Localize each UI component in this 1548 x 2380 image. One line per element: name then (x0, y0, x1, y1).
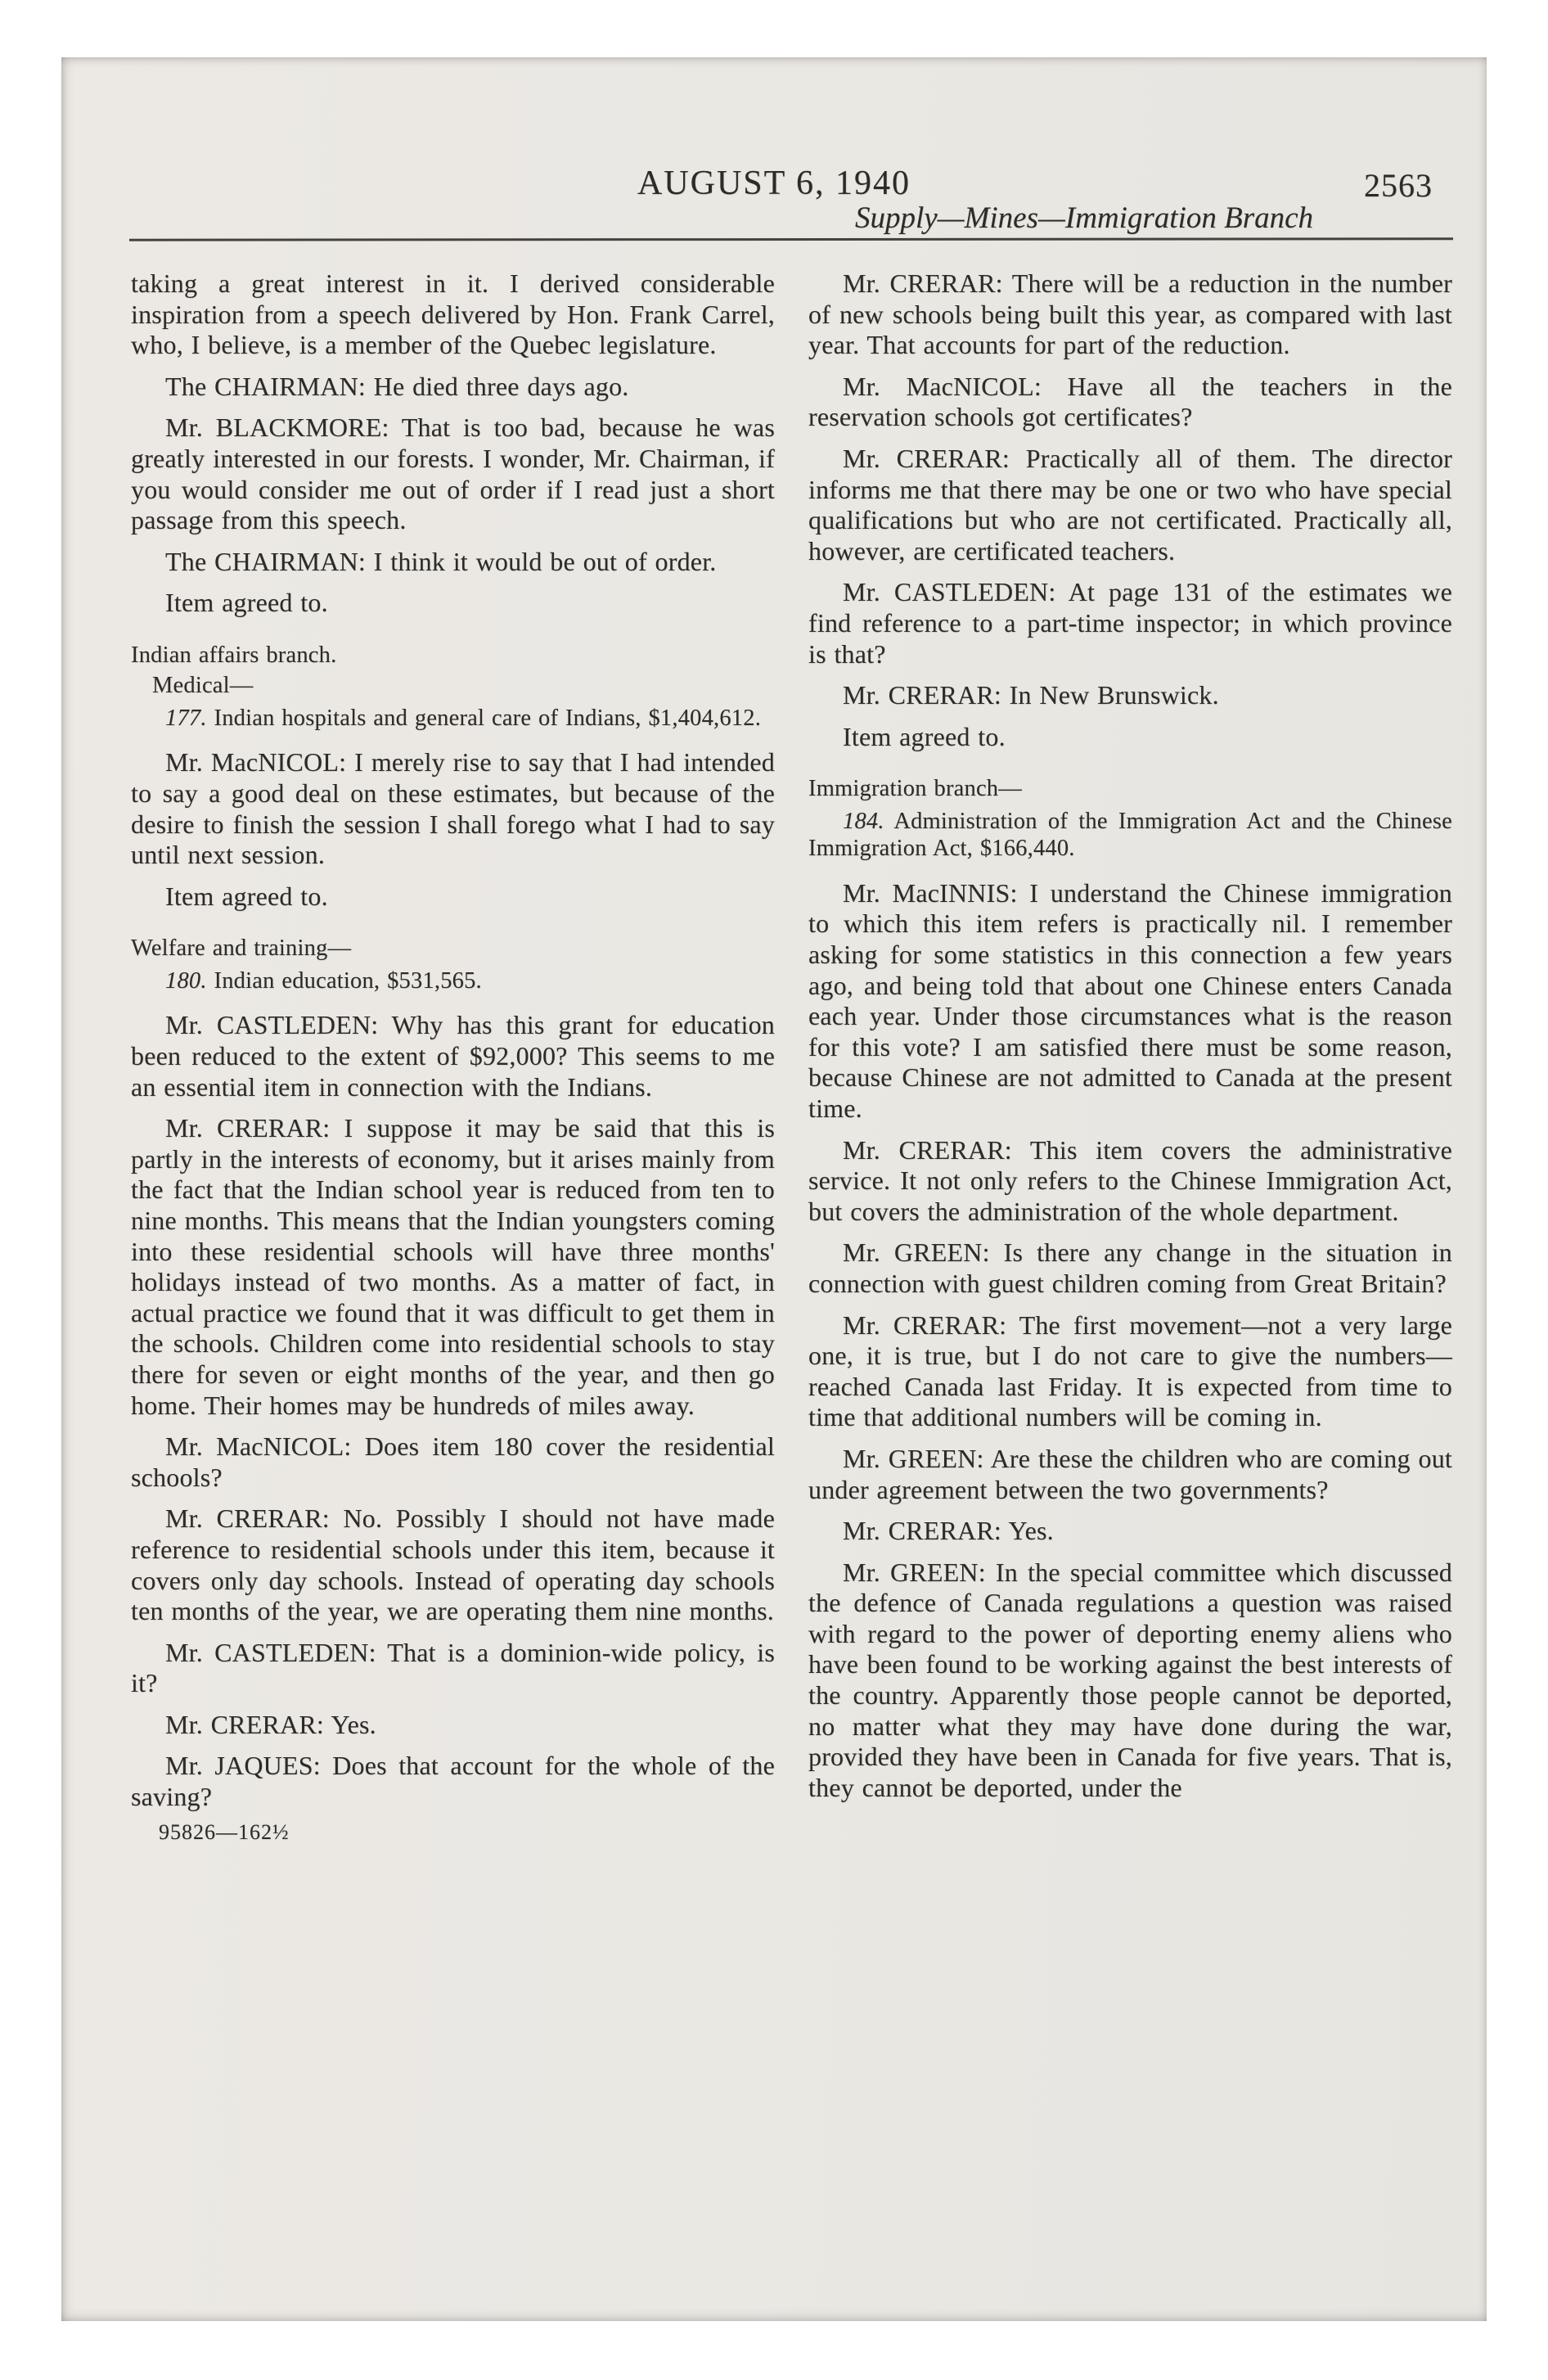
speaker-name: Mr. CRERAR: (843, 268, 1003, 298)
speaker-name: Mr. MacNICOL: (165, 747, 347, 778)
print-mark-paragraph: 95826—162½ (159, 1819, 290, 1844)
speech-paragraph: Mr. CRERAR: I suppose it may be said that this is partly in the interests of economy, but it arises mainly from the fact that the Indian school year is reduced from ten to nine months. This means that the Indian youngsters coming into these residential schools will have three months' holidays instead of two months. As a matter of fact, in actual practice we found that it was difficult to get them in the schools. Children come into residential schools to stay there for seven or eight months of the year, and then go home. Their homes may be hundreds of miles away. (131, 1113, 775, 1420)
speaker-name: Mr. CRERAR: (165, 1503, 330, 1534)
speech-paragraph: Mr. CRERAR: This item covers the administrative service. It not only refers to the Chinese Immigration Act, but covers the administration of the whole department. (808, 1134, 1453, 1226)
speech-paragraph: Mr. BLACKMORE: That is too bad, because he was greatly interested in our forests. I wonder, Mr. Chairman, if you would consider me out of order if I read just a short passage from this speech. (131, 412, 775, 535)
header-date: AUGUST 6, 1940 (637, 165, 911, 202)
speaker-name: Mr. BLACKMORE: (165, 412, 389, 443)
speaker-name: Mr. MacINNIS: (843, 877, 1018, 908)
speaker-name: Mr. CRERAR: (165, 1113, 331, 1143)
speaker-name: Mr. GREEN: (843, 1557, 986, 1587)
right-column (808, 268, 1452, 1803)
speech-paragraph: Mr. CASTLEDEN: Why has this grant for education been reduced to the extent of $92,000? This seems to me an essential item in connection with the Indians. (131, 1010, 775, 1102)
left-column (131, 268, 775, 1845)
speaker-name: The CHAIRMAN: (165, 371, 366, 401)
speech-paragraph: Mr. CRERAR: Yes. (843, 1516, 1054, 1546)
vote-item-number: 180. (165, 967, 207, 994)
speaker-name: Mr. CRERAR: (843, 680, 1001, 710)
speech-paragraph: Mr. GREEN: Is there any change in the situation in connection with guest children coming from Great Britain? (808, 1237, 1453, 1298)
speech-paragraph: Mr. GREEN: Are these the children who are coming out under agreement between the two governments? (808, 1443, 1452, 1504)
speaker-name: Mr. MacNICOL: (165, 1431, 352, 1462)
speaker-name: Mr. CASTLEDEN: (165, 1637, 376, 1667)
speaker-name: Mr. CRERAR: (843, 1309, 1007, 1340)
vote-heading-paragraph: Indian affairs branch. (131, 642, 337, 668)
vote-subheading-paragraph: Medical— (152, 673, 254, 699)
speaker-name: Mr. MacNICOL: (843, 371, 1042, 401)
procedural-paragraph: Item agreed to. (165, 588, 328, 618)
header-rule (129, 237, 1453, 241)
page-number: 2563 (1364, 167, 1433, 204)
speech-paragraph: Mr. MacINNIS: I understand the Chinese immigration to which this item refers is practically nil. I remember asking for some statistics in this connection a few years ago, and being told that about one Chinese enters Canada each year. Under those circumstances what is the reason for this vote? I am satisfied there must be some reason, because Chinese are not admitted to Canada at the present time. (808, 877, 1452, 1123)
speech-paragraph: The CHAIRMAN: I think it would be out of order. (165, 546, 717, 576)
continuation-paragraph: taking a great interest in it. I derived considerable inspiration from a speech delivered by Hon. Frank Carrel, who, I believe, is a member of the Quebec legislature. (131, 268, 775, 360)
running-title: Supply—Mines—Immigration Branch (854, 201, 1314, 235)
speech-paragraph: Mr. CRERAR: There will be a reduction in the number of new schools being built this year, as compared with last year. That accounts for part of the reduction. (808, 268, 1453, 360)
speech-paragraph: Mr. MacNICOL: Does item 180 cover the residential schools? (131, 1431, 775, 1492)
text-columns (131, 268, 1452, 1845)
speech-paragraph: Mr. GREEN: In the special committee which discussed the defence of Canada regulations a question was raised with regard to the power of deporting enemy aliens who have been found to be working against the best interests of the country. Apparently those people cannot be deported, no matter what they may have done during the war, provided they have been in Canada for five years. That is, they cannot be deported, under the (808, 1557, 1453, 1802)
speech-paragraph: Mr. CRERAR: In New Brunswick. (843, 680, 1219, 710)
speech-paragraph: Mr. CASTLEDEN: That is a dominion-wide policy, is it? (131, 1637, 775, 1698)
vote-item-number: 177. (165, 705, 207, 731)
speaker-name: Mr. GREEN: (843, 1237, 990, 1268)
speech-paragraph: Mr. CRERAR: The first movement—not a very large one, it is true, but I do not care to give the numbers—reached Canada last Friday. It is expected from time to time that additional numbers will be coming in. (808, 1309, 1453, 1432)
speaker-name: Mr. CASTLEDEN: (165, 1010, 379, 1040)
procedural-paragraph: Item agreed to. (843, 721, 1006, 751)
speech-paragraph: The CHAIRMAN: He died three days ago. (165, 371, 629, 401)
speech-paragraph: Mr. CRERAR: Practically all of them. The director informs me that there may be one or two who have special qualifications but who are not certificated. Practically all, however, are certificated teachers. (808, 443, 1452, 566)
speaker-name: The CHAIRMAN: (165, 546, 366, 576)
speech-paragraph: Mr. MacNICOL: Have all the teachers in the reservation schools got certificates? (808, 371, 1452, 432)
vote-heading-paragraph: Welfare and training— (131, 935, 352, 962)
speaker-name: Mr. JAQUES: (165, 1751, 321, 1781)
vote-item-paragraph: 184. Administration of the Immigration Act and the Chinese Immigration Act, $166,440. (808, 808, 1452, 862)
vote-item-paragraph: 180. Indian education, $531,565. (165, 967, 482, 994)
vote-item-paragraph: 177. Indian hospitals and general care of Indians, $1,404,612. (165, 705, 762, 731)
speech-paragraph: Mr. CASTLEDEN: At page 131 of the estimates we find reference to a part-time inspector; in which province is that? (808, 577, 1452, 669)
speaker-name: Mr. CRERAR: (843, 1134, 1012, 1165)
speech-paragraph: Mr. CRERAR: Yes. (165, 1709, 376, 1739)
speaker-name: Mr. CASTLEDEN: (843, 577, 1056, 607)
speaker-name: Mr. CRERAR: (843, 443, 1010, 473)
speech-paragraph: Mr. CRERAR: No. Possibly I should not have made reference to residential schools under this item, because it covers only day schools. Instead of operating day schools ten months of the year, we are operating them nine months. (131, 1503, 775, 1626)
speaker-name: Mr. CRERAR: (165, 1709, 324, 1739)
speaker-name: Mr. CRERAR: (843, 1516, 1001, 1546)
paper (61, 57, 1487, 2321)
vote-item-number: 184. (843, 808, 884, 834)
vote-heading-paragraph: Immigration branch— (808, 776, 1022, 802)
procedural-paragraph: Item agreed to. (165, 881, 328, 911)
speech-paragraph: Mr. MacNICOL: I merely rise to say that I had intended to say a good deal on these estimates, but because of the desire to finish the session I shall forego what I had to say until next session. (131, 747, 775, 870)
speaker-name: Mr. GREEN: (843, 1443, 984, 1473)
speech-paragraph: Mr. JAQUES: Does that account for the whole of the saving? (131, 1751, 775, 1812)
